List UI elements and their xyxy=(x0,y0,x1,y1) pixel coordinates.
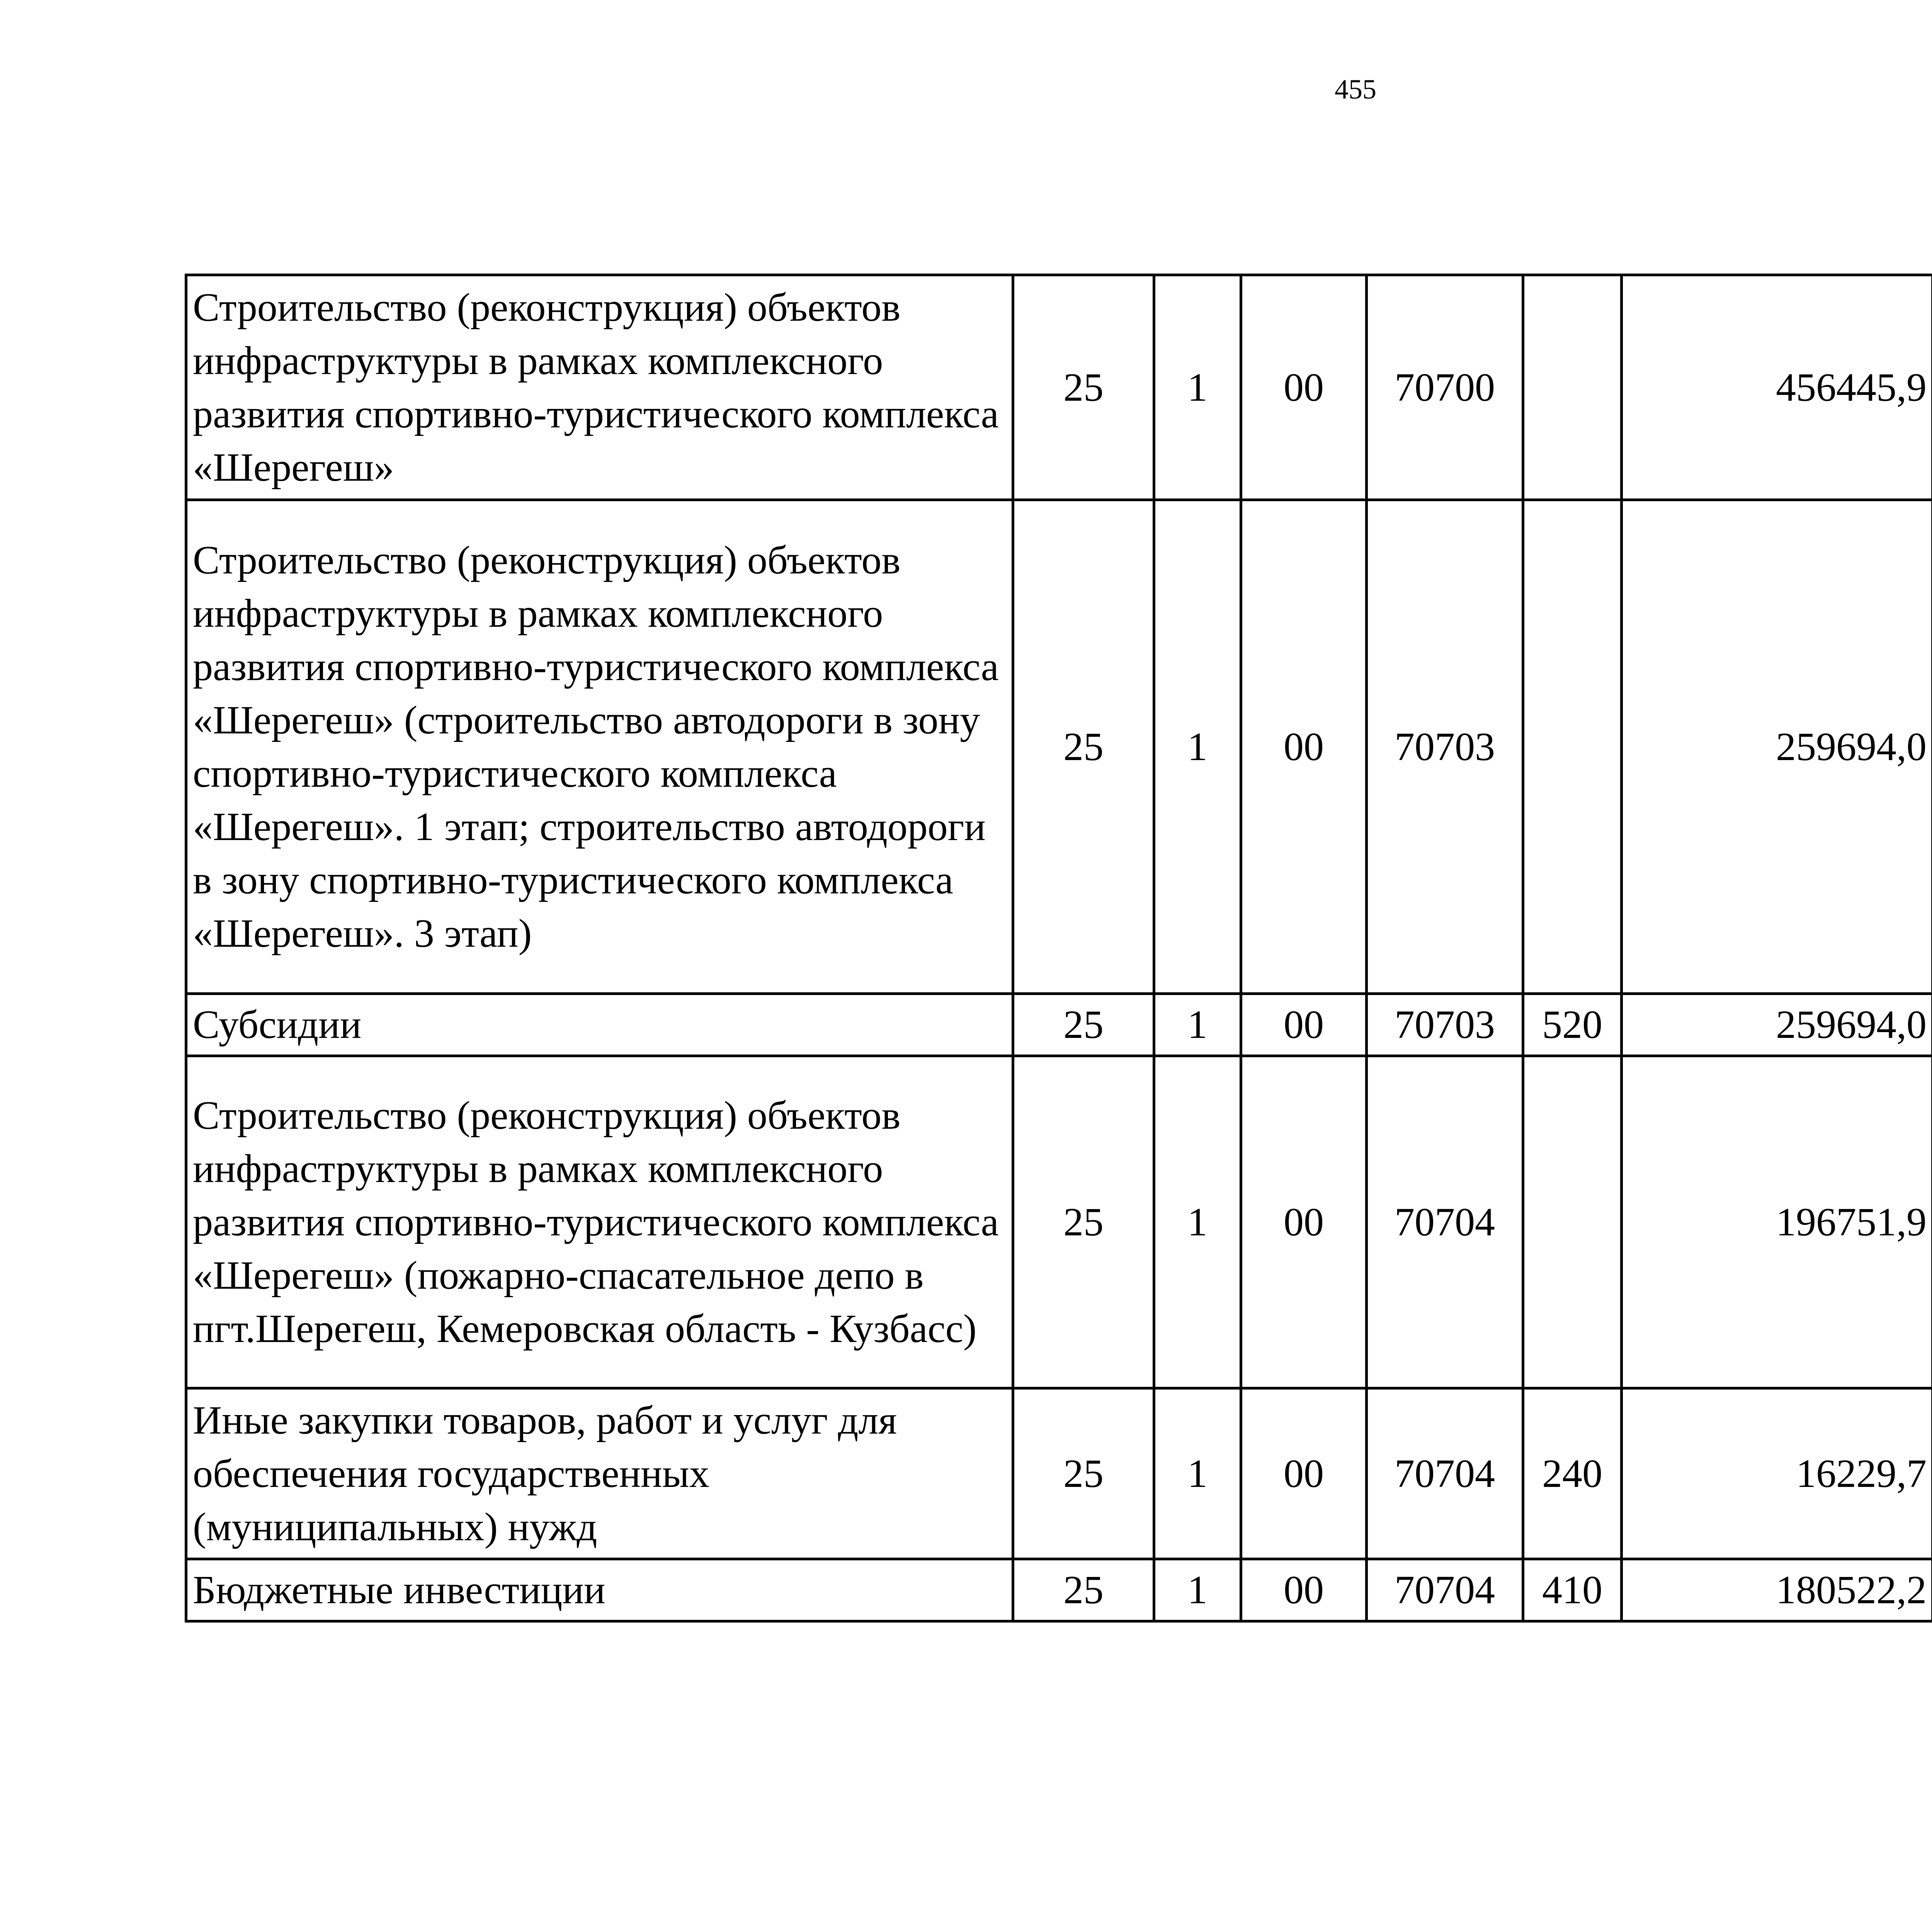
type-code: 240 xyxy=(1523,1388,1622,1559)
expense-code: 70704 xyxy=(1367,1056,1523,1388)
amount-1: 456445,9 xyxy=(1622,275,1932,500)
budget-table xyxy=(185,274,1932,1623)
table-row xyxy=(186,994,1932,1056)
row-name: Субсидии xyxy=(186,994,1013,1056)
table-row xyxy=(186,500,1932,994)
amount-1: 259694,0 xyxy=(1622,500,1932,994)
section-code: 25 xyxy=(1013,1056,1154,1388)
direction-code: 00 xyxy=(1241,1388,1367,1559)
amount-1: 16229,7 xyxy=(1622,1388,1932,1559)
amount-1: 259694,0 xyxy=(1622,994,1932,1056)
type-code: 410 xyxy=(1523,1559,1622,1621)
direction-code: 00 xyxy=(1241,500,1367,994)
table-row xyxy=(186,275,1932,500)
row-name: Строительство (реконструкция) объектов инфраструктуры в рамках комплексного развития спортивно-туристического комплекса «Шерегеш» xyxy=(186,275,1013,500)
subprogram-code: 1 xyxy=(1154,1056,1241,1388)
section-code: 25 xyxy=(1013,275,1154,500)
expense-code: 70703 xyxy=(1367,994,1523,1056)
table-row xyxy=(186,1388,1932,1559)
section-code: 25 xyxy=(1013,994,1154,1056)
expense-code: 70704 xyxy=(1367,1388,1523,1559)
type-code: 520 xyxy=(1523,994,1622,1056)
direction-code: 00 xyxy=(1241,1056,1367,1388)
direction-code: 00 xyxy=(1241,1559,1367,1621)
page-number: 455 xyxy=(1335,74,1376,105)
type-code xyxy=(1523,275,1622,500)
table-row xyxy=(186,1559,1932,1621)
subprogram-code: 1 xyxy=(1154,1388,1241,1559)
expense-code: 70703 xyxy=(1367,500,1523,994)
subprogram-code: 1 xyxy=(1154,1559,1241,1621)
row-name: Строительство (реконструкция) объектов инфраструктуры в рамках комплексного развития спортивно-туристического комплекса «Шерегеш» (пожарно-спасательное депо в пгт.Шерегеш, Кемеровская область - Кузбасс) xyxy=(186,1056,1013,1388)
expense-code: 70704 xyxy=(1367,1559,1523,1621)
section-code: 25 xyxy=(1013,1559,1154,1621)
table-row xyxy=(186,1056,1932,1388)
row-name: Строительство (реконструкция) объектов инфраструктуры в рамках комплексного развития спортивно-туристического комплекса «Шерегеш» (строительство автодороги в зону спортивно-туристического комплекса «Шерегеш». 1 этап; строительство автодороги в зону спортивно-туристического комплекса «Шерегеш». 3 этап) xyxy=(186,500,1013,994)
section-code: 25 xyxy=(1013,500,1154,994)
row-name: Иные закупки товаров, работ и услуг для обеспечения государственных (муниципальных) нужд xyxy=(186,1388,1013,1559)
row-name: Бюджетные инвестиции xyxy=(186,1559,1013,1621)
amount-1: 180522,2 xyxy=(1622,1559,1932,1621)
type-code xyxy=(1523,1056,1622,1388)
subprogram-code: 1 xyxy=(1154,275,1241,500)
amount-1: 196751,9 xyxy=(1622,1056,1932,1388)
direction-code: 00 xyxy=(1241,275,1367,500)
subprogram-code: 1 xyxy=(1154,500,1241,994)
expense-code: 70700 xyxy=(1367,275,1523,500)
section-code: 25 xyxy=(1013,1388,1154,1559)
subprogram-code: 1 xyxy=(1154,994,1241,1056)
direction-code: 00 xyxy=(1241,994,1367,1056)
type-code xyxy=(1523,500,1622,994)
